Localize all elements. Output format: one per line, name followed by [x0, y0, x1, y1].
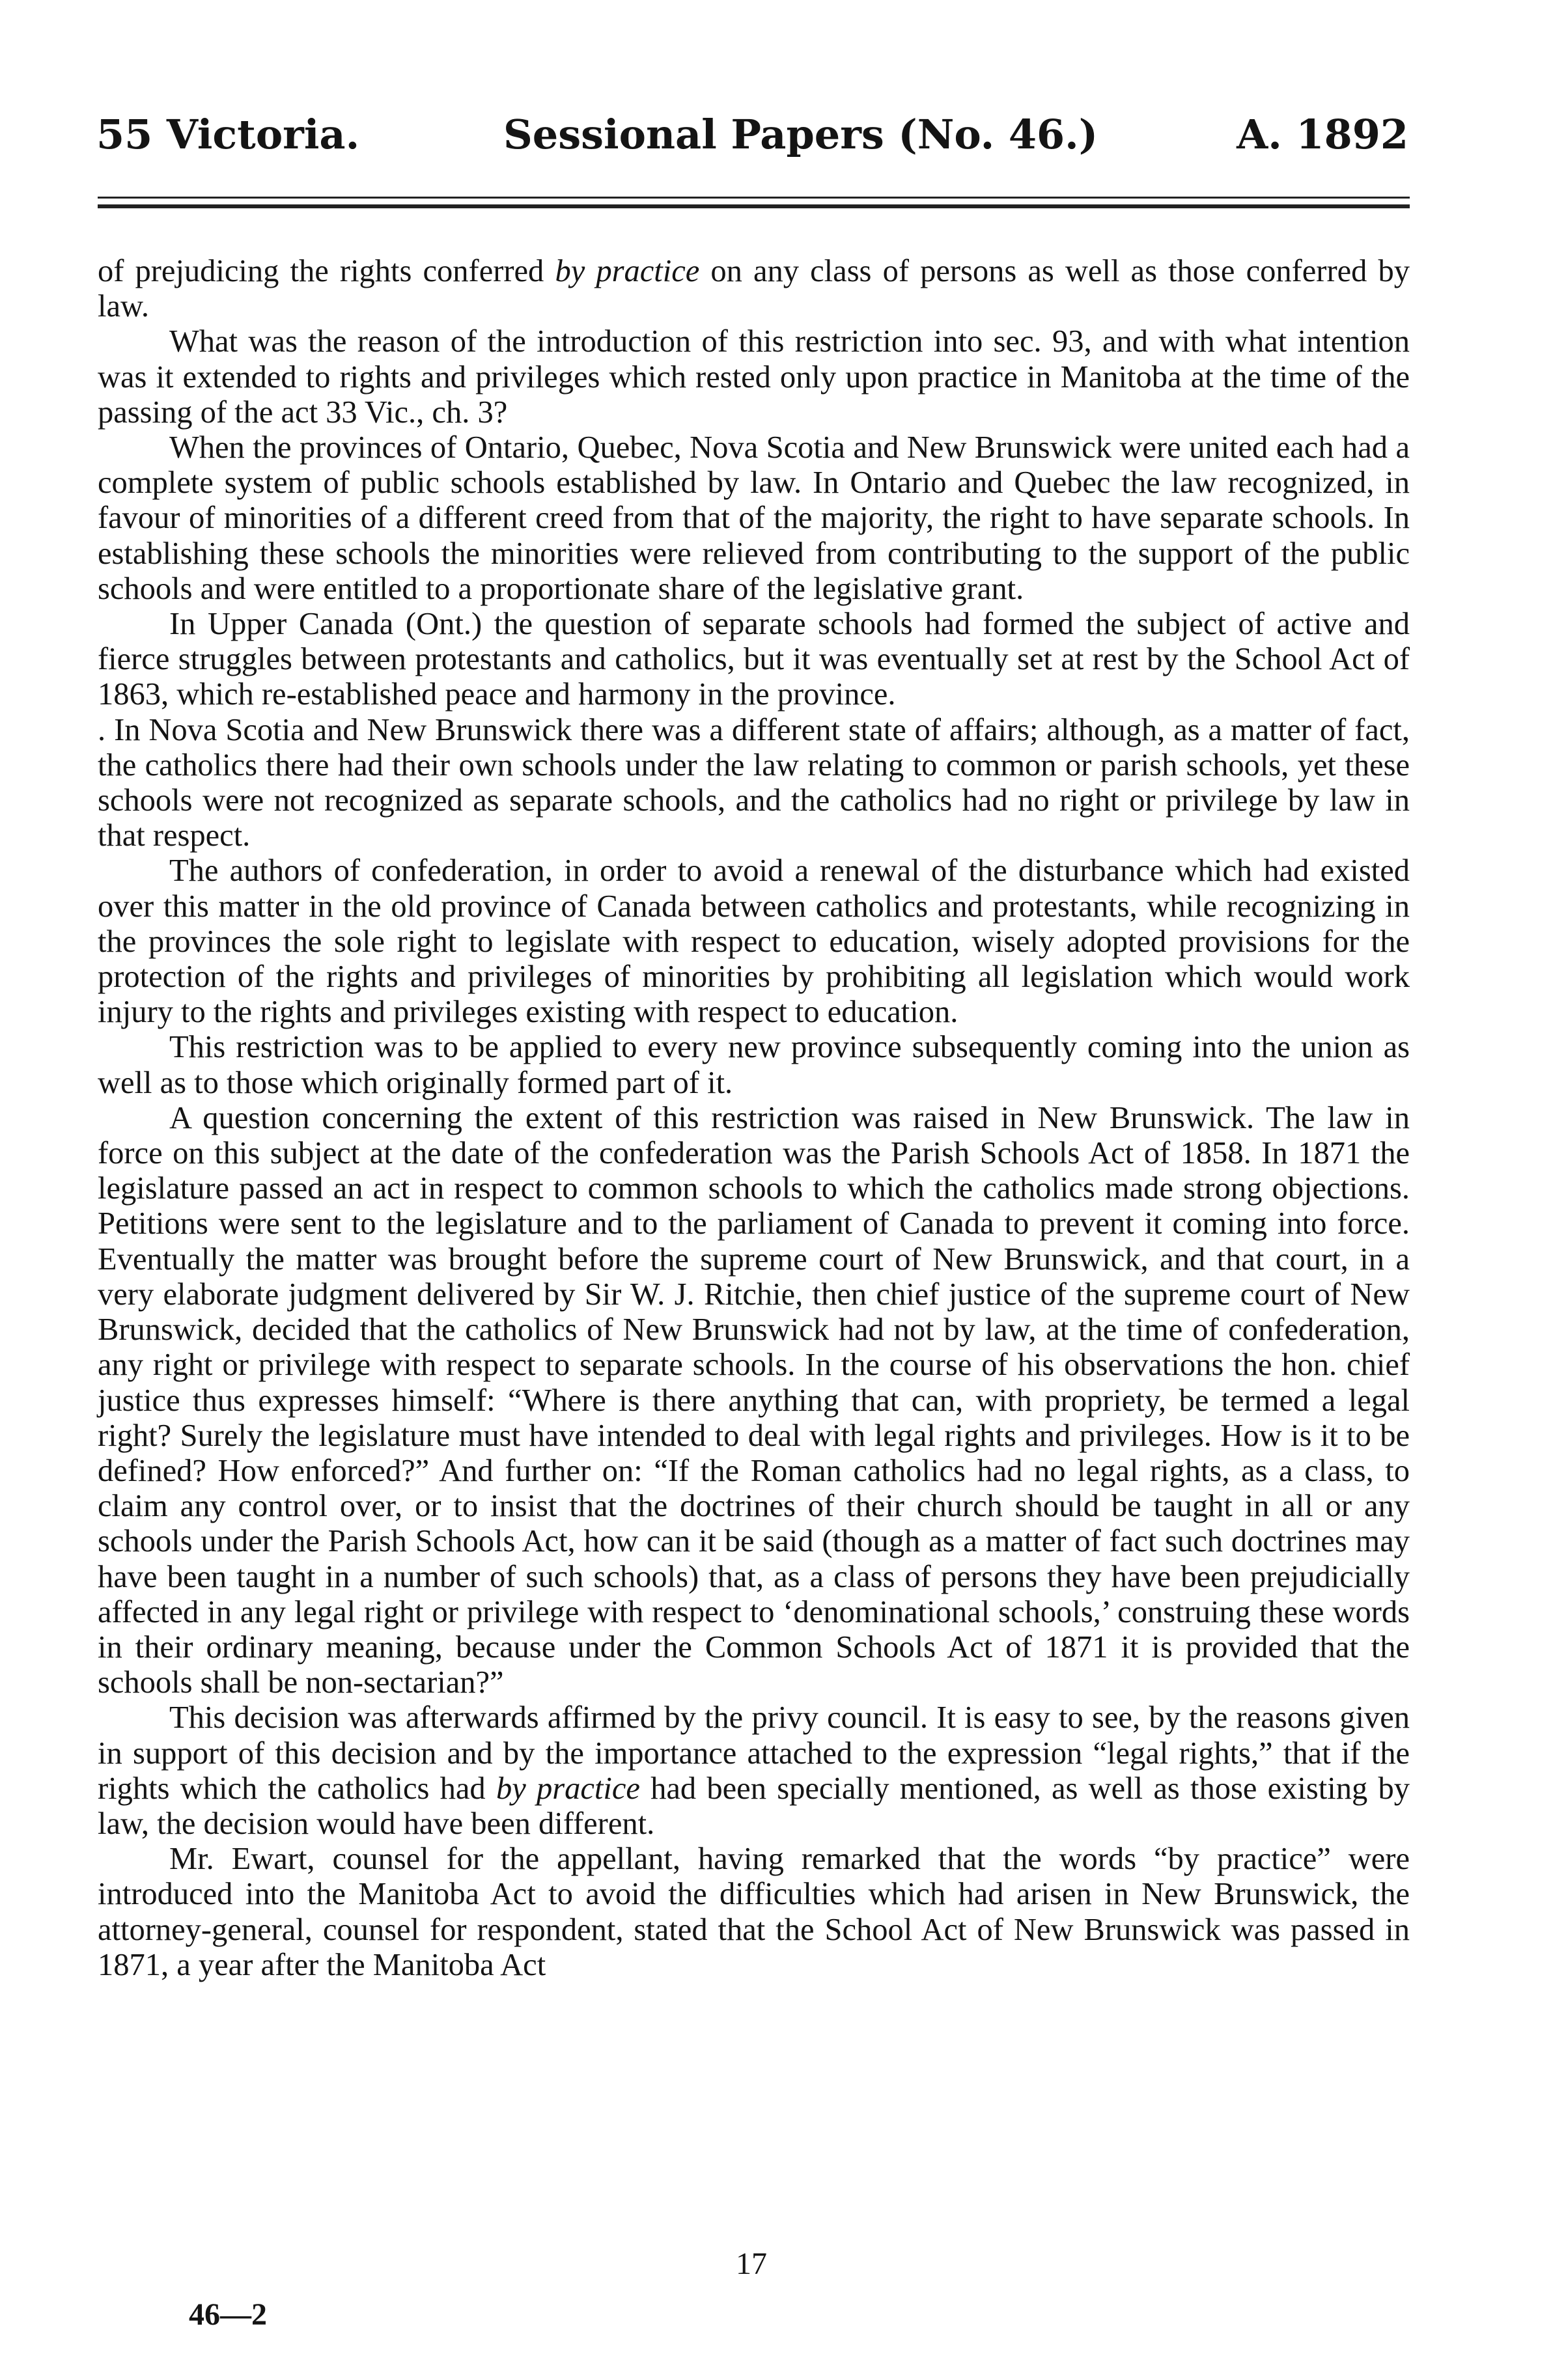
header-rule-thin — [98, 197, 1410, 199]
paragraph: In Upper Canada (Ont.) the question of separate schools had formed the subject of active and fierce struggles between protestants and catholics, but it was eventually set at rest by the School Act of 1863, which re-established peace and harmony in the province. — [98, 607, 1410, 712]
emphasis: by practice — [555, 254, 700, 288]
emphasis: by practice — [496, 1771, 640, 1806]
paragraph: Mr. Ewart, counsel for the appellant, having remarked that the words “by practice” were introduced into the Manitoba Act to avoid the difficulties which had arisen in New Brunswick, the attorney-general, counsel for respondent, stated that the School Act of New Brunswick was passed in 1871, a year after the Manitoba Act — [98, 1842, 1410, 1982]
paragraph: of prejudicing the rights conferred by practice on any class of persons as well as those conferred by law. — [98, 254, 1410, 324]
page-header — [96, 111, 1408, 163]
paragraph: When the provinces of Ontario, Quebec, Nova Scotia and New Brunswick were united each had a complete system of public schools established by law. In Ontario and Quebec the law recognized, in favour of minorities of a different creed from that of the majority, the right to have separate schools. In establishing these schools the minorities were relieved from contributing to the support of the public schools and were entitled to a proportionate share of the legislative grant. — [98, 430, 1410, 606]
paragraph: The authors of confederation, in order to avoid a renewal of the disturbance which had existed over this matter in the old province of Canada between catholics and protestants, while recognizing in the provinces the sole right to legislate with respect to education, wisely adopted provisions for the protection of the rights and privileges of minorities by prohibiting all legislation which would work injury to the rights and privileges existing with respect to education. — [98, 853, 1410, 1030]
paragraph: A question concerning the extent of this restriction was raised in New Brunswick. The law in force on this subject at the date of the confederation was the Parish Schools Act of 1858. In 1871 the legislature passed an act in respect to common schools to which the catholics made strong objections. Petitions were sent to the legislature and to the parliament of Canada to prevent it coming into force. Eventually the matter was brought before the supreme court of New Brunswick, and that court, in a very elaborate judgment delivered by Sir W. J. Ritchie, then chief justice of the supreme court of New Brunswick, decided that the catholics of New Brunswick had not by law, at the time of confederation, any right or privilege with respect to separate schools. In the course of his observations the hon. chief justice thus expresses himself: “Where is there anything that can, with propriety, be termed a legal right? Surely the legislature must have intended to deal with legal rights and privileges. How is it to be defined? How enforced?” And further on: “If the Roman catholics had no legal rights, as a class, to claim any control over, or to insist that the doctrines of their church should be taught in all or any schools under the Parish Schools Act, how can it be said (though as a matter of fact such doctrines may have been taught in a number of such schools) that, as a class of persons they have been prejudicially affected in any legal right or privilege with respect to ‘denominational schools,’ construing these words in their ordinary meaning, because under the Common Schools Act of 1871 it is provided that the schools shall be non-sectarian?” — [98, 1100, 1410, 1700]
header-rule-thick — [98, 204, 1410, 208]
header-volume: 55 Victoria. — [96, 111, 360, 158]
body-text — [98, 254, 1410, 1983]
paragraph: This restriction was to be applied to every new province subsequently coming into the union as well as to those which originally formed part of it. — [98, 1030, 1410, 1100]
paragraph: This decision was afterwards affirmed by the privy council. It is easy to see, by the reasons given in support of this decision and by the importance attached to the expression “legal rights,” that if the rights which the catholics had by practice had been specially mentioned, as well as those existing by law, the decision would have been different. — [98, 1700, 1410, 1841]
paragraph: . In Nova Scotia and New Brunswick there was a different state of affairs; although, as a matter of fact, the catholics there had their own schools under the law relating to common or parish schools, yet these schools were not recognized as separate schools, and the catholics had no right or privilege by law in that respect. — [98, 712, 1410, 853]
header-series: Sessional Papers (No. 46.) — [503, 111, 1098, 158]
paragraph: What was the reason of the introduction of this restriction into sec. 93, and with what intention was it extended to rights and privileges which rested only upon practice in Manitoba at the time of the passing of the act 33 Vic., ch. 3? — [98, 324, 1410, 430]
page-number: 17 — [736, 2247, 767, 2281]
header-year: A. 1892 — [1237, 111, 1408, 158]
signature-mark: 46—2 — [189, 2297, 267, 2332]
